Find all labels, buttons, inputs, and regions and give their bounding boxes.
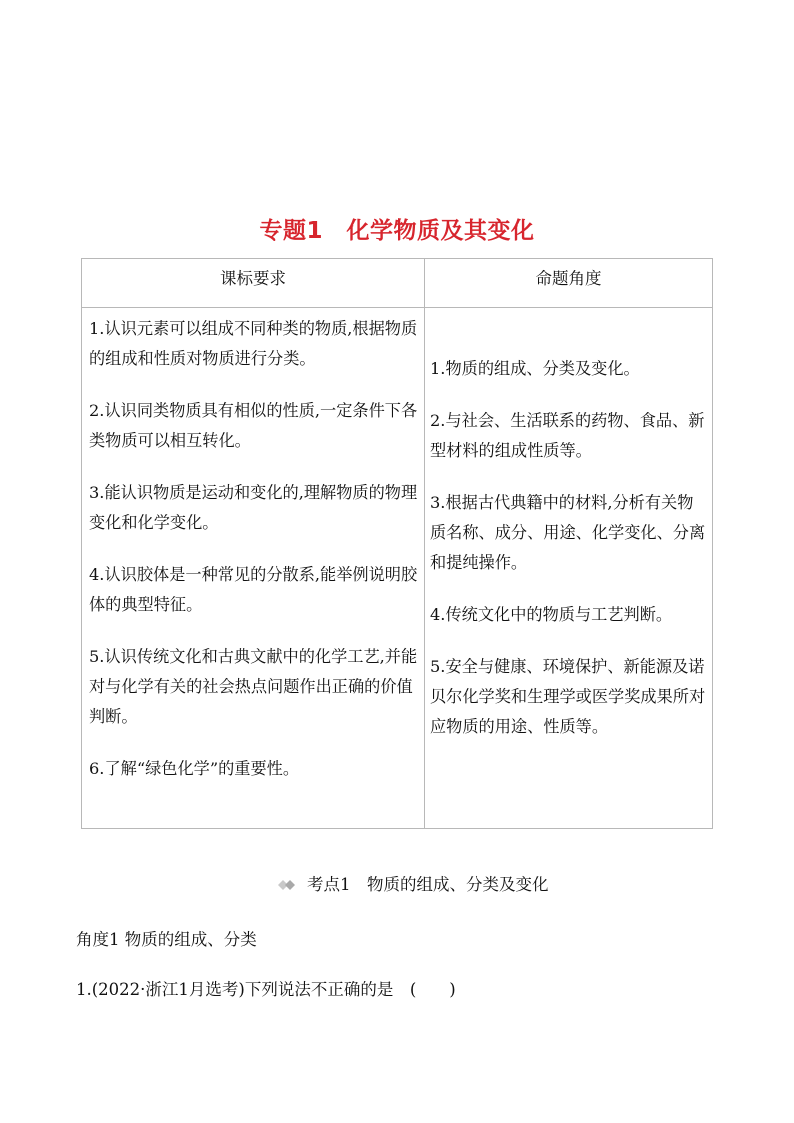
diamond-bullet-icon: [256, 857, 297, 914]
requirement-item: 1.认识元素可以组成不同种类的物质,根据物质的组成和性质对物质进行分类。: [89, 319, 418, 368]
section-heading: [0, 838, 794, 914]
header-question-angles: 命题角度: [425, 259, 713, 308]
requirement-item: 4.认识胶体是一种常见的分散系,能举例说明胶体的典型特征。: [89, 565, 418, 614]
angles-cell: [425, 308, 713, 829]
angle-item: 1.物质的组成、分类及变化。: [430, 359, 640, 378]
requirements-cell: [82, 308, 425, 829]
angle-item: 5.安全与健康、环境保护、新能源及诺贝尔化学奖和生理学或医学奖成果所对应物质的用途、性质等。: [430, 657, 706, 736]
page-title: 专题1 化学物质及其变化: [259, 218, 535, 244]
angle-item: 2.与社会、生活联系的药物、食品、新型材料的组成性质等。: [430, 411, 705, 460]
requirement-item: 5.认识传统文化和古典文献中的化学工艺,并能对与化学有关的社会热点问题作出正确的价值判断。: [89, 647, 418, 726]
angle-heading: 角度1 物质的组成、分类: [76, 930, 257, 949]
table-header-row: [82, 259, 713, 308]
requirement-item: 2.认识同类物质具有相似的性质,一定条件下各类物质可以相互转化。: [89, 401, 418, 450]
angle-item: 4.传统文化中的物质与工艺判断。: [430, 605, 673, 624]
table-body-row: [82, 308, 713, 829]
requirements-table: [81, 258, 713, 829]
section-heading-text: 考点1 物质的组成、分类及变化: [306, 875, 549, 894]
angle-item: 3.根据古代典籍中的材料,分析有关物质名称、成分、用途、化学变化、分离和提纯操作。: [430, 493, 706, 572]
header-curriculum-requirements: 课标要求: [82, 259, 425, 308]
question-1: 1.(2022·浙江1月选考)下列说法不正确的是 ( ): [76, 980, 456, 999]
requirement-item: 3.能认识物质是运动和变化的,理解物质的物理变化和化学变化。: [89, 483, 418, 532]
requirement-item: 6.了解“绿色化学”的重要性。: [89, 759, 300, 778]
